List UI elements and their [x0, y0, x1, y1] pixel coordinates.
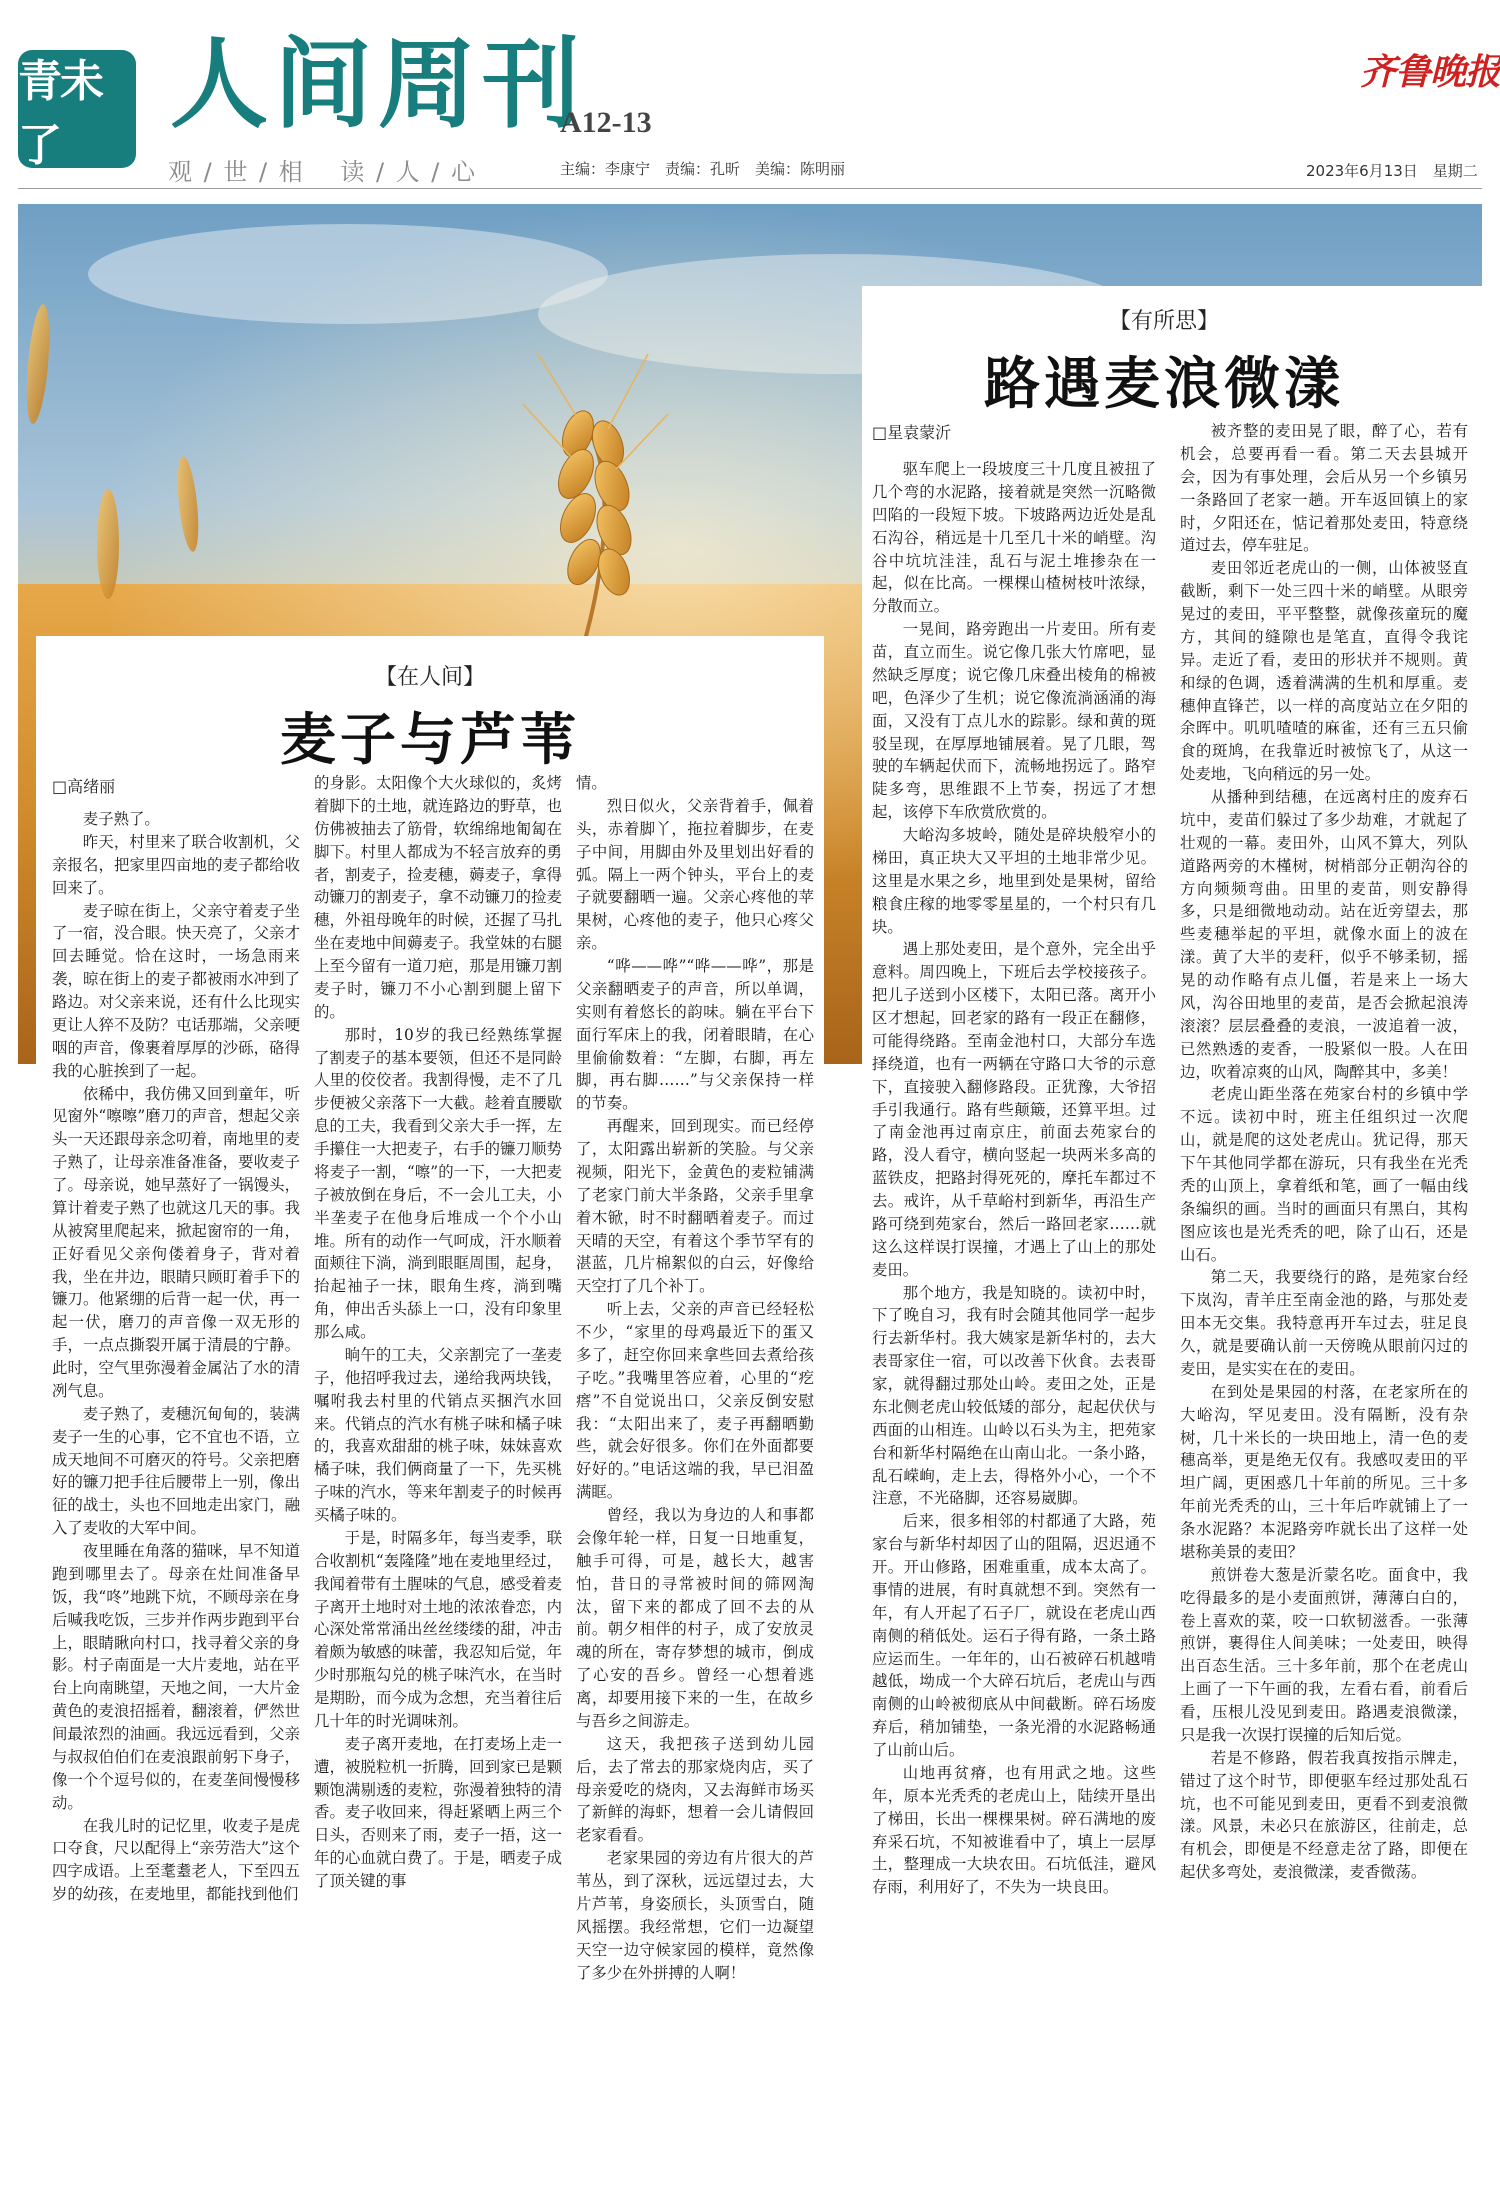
paragraph: 麦子离开麦地，在打麦场上走一遭，被脱粒机一折腾，回到家已是颗颗饱满剔透的麦粒，弥漫着独特的清香。麦子收回来，得赶紧晒上两三个日头，否则来了雨，麦子一捂，这一年的心血就白费了。于是，晒麦子成了顶关键的事 — [314, 1734, 562, 1890]
paragraph: 于是，时隔多年，每当麦季，联合收割机“轰隆隆”地在麦地里经过，我闻着带有土腥味的气息，感受着麦子离开土地时对土地的浓浓眷恋，内心深处常常涌出丝丝缕缕的甜，冲击着颇为敏感的味蕾，我忍知后觉，年少时那瓶勾兑的桃子味汽水，在当时是期盼，而今成为念想，充当着往后几十年的时光调味剂。 — [314, 1528, 562, 1730]
paragraph: 麦田邻近老虎山的一侧，山体被竖直截断，剩下一处三四十米的峭壁。从眼旁晃过的麦田，平平整整，就像孩童玩的魔方，其间的缝隙也是笔直，直得令我诧异。走近了看，麦田的形状并不规则。黄和绿的色调，透着满满的生机和厚重。麦穗伸直锋芒，以一样的高度站立在夕阳的余晖中。叽叽喳喳的麻雀，还有三五只偷食的斑鸠，在我靠近时被惊飞了，从这一处麦地，飞向稍远的另一处。 — [1180, 559, 1468, 784]
newspaper-logo: 齐鲁晚报 — [1360, 51, 1500, 93]
column-label: 【有所思】 — [1108, 309, 1219, 334]
paragraph: 在到处是果园的村落，在老家所在的大峪沟，罕见麦田。没有隔断，没有杂树，几十米长的一块田地上，清一色的麦穗高举，更是绝无仅有。我感叹麦田的平坦广阔，更困惑几十年前的所见。三十多年前光秃秃的山，三十年后咋就铺上了一条水泥路？本泥路旁咋就长出了这样一处堪称美景的麦田？ — [1180, 1382, 1468, 1561]
paragraph: 驱车爬上一段坡度三十几度且被扭了几个弯的水泥路，接着就是突然一沉略微凹陷的一段短下坡。下坡路两边近处是乱石沟谷，稍远是十几至几十米的峭壁。沟谷中坑坑洼洼，乱石与泥土堆掺杂在一起，似在比高。一棵棵山楂树枝叶浓绿，分散而立。 — [872, 460, 1156, 616]
paragraph: 老家果园的旁边有片很大的芦苇丛，到了深秋，远远望过去，大片芦苇，身姿颀长，头顶雪白，随风摇摆。我经常想，它们一边凝望天空一边守候家园的模样，竟然像了多少在外拼搏的人啊！ — [576, 1849, 814, 1982]
paragraph: 遇上那处麦田，是个意外，完全出乎意料。周四晚上，下班后去学校接孩子。把儿子送到小区楼下，太阳已落。离开小区才想起，回老家的路有一段正在翻修，可能得绕路。至南金池村口，大部分车选择绕道，也有一两辆在守路口大爷的示意下，直接驶入翻修路段。正犹豫，大爷招手引我通行。路有些颠簸，还算平坦。过了南金池再过南京庄，前面去苑家台的路，没人看守，横向竖起一块两米多高的蓝铁皮，把路封得死死的，摩托车都过不去。戒许，从千草峪村到新华，再沿生产路可绕到苑家台，然后一路回老家……就这么这样误打误撞，才遇上了山上的那处麦田。 — [872, 940, 1156, 1279]
article-author: □星袁蒙沂 — [872, 423, 952, 442]
paragraph: 昨天，村里来了联合收割机，父亲报名，把家里四亩地的麦子都给收回来了。 — [52, 832, 300, 897]
paragraph: 这天，我把孩子送到幼儿园后，去了常去的那家烧肉店，买了母亲爱吃的烧肉，又去海鲜市场买了新鲜的海虾，想着一会儿请假回老家看看。 — [576, 1734, 814, 1845]
article-column-3 — [576, 772, 814, 2176]
paragraph: 被齐整的麦田晃了眼，醉了心，若有机会，总要再看一看。第二天去县城开会，因为有事处理，会后从另一个乡镇另一条路回了老家一趟。开车返回镇上的家时，夕阳还在，惦记着那处麦田，特意绕道过去，停车驻足。 — [1180, 422, 1468, 555]
paragraph: 老虎山距坐落在苑家台村的乡镇中学不远。读初中时，班主任组织过一次爬山，就是爬的这处老虎山。犹记得，那天下午其他同学都在游玩，只有我坐在光秃秃的山顶上，拿着纸和笔，画了一幅由线条编织的画。当时的画面只有黑白，其构图应该也是光秃秃的吧，除了山石，还是山石。 — [1180, 1085, 1468, 1264]
paragraph: 麦子熟了，麦穗沉甸甸的，装满麦子一生的心事，它不宜也不语，立成天地间不可磨灭的符号。父亲把磨好的镰刀把手往后腰带上一别，像出征的战士，头也不回地走出家门，融入了麦收的大军中间。 — [52, 1404, 300, 1538]
paragraph: 若是不修路，假若我真按指示牌走，错过了这个时节，即便驱车经过那处乱石坑，也不可能见到麦田，更看不到麦浪微漾。风景，未必只在旅游区，往前走，总有机会，即便是不经意走岔了路，即便在起伏多弯处，麦浪微漾，麦香微荡。 — [1180, 1748, 1468, 1882]
paragraph: “哗——哗”“哗——哗”，那是父亲翻晒麦子的声音，所以单调，实则有着悠长的韵味。躺在平台下面行军床上的我，闭着眼睛，在心里偷偷数着：“左脚，右脚，再左脚，再右脚……”与父亲保持一样的节奏。 — [576, 957, 814, 1113]
paragraph: 后来，很多相邻的村都通了大路，苑家台与新华村却因了山的阻隔，迟迟通不开。开山修路，困难重重，成本太高了。事情的进展，有时真就想不到。突然有一年，有人开起了石子厂，就设在老虎山西南侧的稍低处。运石子得有路，一条土路应运而生。一年年的，山石被碎石机越啃越低，坳成一个大碎石坑后，老虎山与西南侧的山岭被彻底从中间截断。碎石场废弃后，稍加铺垫，一条光滑的水泥路畅通了山前山后。 — [872, 1512, 1156, 1759]
article-author: □高绪丽 — [52, 777, 116, 796]
editor-credits: 主编：李康宁 责编：孔昕 美编：陈明丽 — [560, 160, 846, 178]
paragraph: 麦子熟了。 — [82, 810, 160, 828]
page-title: 人间周刊 — [170, 27, 587, 142]
paragraph: 再醒来，回到现实。而已经停了，太阳露出崭新的笑脸。与父亲视频，阳光下，金黄色的麦粒铺满了老家门前大半条路，父亲手里拿着木锨，时不时翻晒着麦子。而过天晴的天空，有着这个季节罕有的湛蓝，几片棉絮似的白云，好像给天空打了几个补丁。 — [576, 1117, 814, 1296]
paragraph: 曾经，我以为身边的人和事都会像年轮一样，日复一日地重复，触手可得，可是，越长大，越害怕，昔日的寻常被时间的筛网淘汰，留下来的都成了回不去的从前。朝夕相伴的村子，成了安放灵魂的所在，寄存梦想的城市，倒成了心安的吾乡。曾经一心想着逃离，却要用接下来的一生，在故乡与吾乡之间游走。 — [576, 1506, 814, 1730]
column-label: 【在人间】 — [374, 665, 485, 690]
paragraph: 情。 — [576, 774, 607, 792]
paragraph: 从播种到结穗，在远离村庄的废弃石坑中，麦苗们躲过了多少劫难，才就起了壮观的一幕。麦田外，山风不算大，列队道路两旁的木槿树，树梢部分正朝沟谷的方向频频弯曲。田里的麦苗，则安静得多，只是细微地动动。站在近旁望去，那些麦穗举起的平坦，就像水面上的波在漾。黄了大半的麦秆，似乎不够柔韧，摇晃的动作略有点儿僵，若是来上一场大风，沟谷田地里的麦苗，是否会掀起浪涛滚滚？层层叠叠的麦浪，一波追着一波，已然熟透的麦香，一股紧似一股。人在田边，吹着凉爽的山风，陶醉其中，多美！ — [1180, 788, 1468, 1081]
paragraph: 那个地方，我是知晓的。读初中时，下了晚自习，我有时会随其他同学一起步行去新华村。我大姨家是新华村的，去大表哥家住一宿，可以改善下伙食。去表哥家，就得翻过那处山岭。麦田之处，正是东北侧老虎山较低矮的部分，起起伏伏与西面的山相连。山岭以石头为主，把苑家台和新华村隔绝在山南山北。一条小路，乱石嵘峋，走上去，得格外小心，一个不注意，不光硌脚，还容易崴脚。 — [872, 1283, 1156, 1508]
paragraph: 依稀中，我仿佛又回到童年，听见窗外“嚓嚓”磨刀的声音，想起父亲头一天还跟母亲念叨着，南地里的麦子熟了，让母亲准备准备，要收麦子了。母亲说，她早蒸好了一锅馒头，算计着麦子熟了也就这几天的事。我从被窝里爬起来，掀起窗帘的一角，正好看见父亲佝偻着身子，背对着我，坐在井边，眼睛只顾盯着手下的镰刀。他紧绷的后背一起一伏，再一起一伏，磨刀的声音像一双无形的手，一点点撕裂开属于清晨的宁静。此时，空气里弥漫着金属沾了水的清冽气息。 — [52, 1084, 300, 1400]
paragraph: 烈日似火，父亲背着手，佩着头，赤着脚丫，拖拉着脚步，在麦子中间，用脚由外及里划出好看的弧。隔上一两个钟头，平台上的麦子就要翻晒一遍。父亲心疼他的苹果树，心疼他的麦子，他只心疼父亲。 — [576, 796, 814, 953]
paragraph: 晌午的工夫，父亲割完了一垄麦子，他招呼我过去，递给我两块钱，嘱咐我去村里的代销点买捆汽水回来。代销点的汽水有桃子味和橘子味的，我喜欢甜甜的桃子味，妹妹喜欢橘子味，我们俩商量了一下，先买桃子味的汽水，等来年割麦子的时候再买橘子味的。 — [314, 1345, 562, 1524]
paragraph: 那时，10岁的我已经熟练掌握了割麦子的基本要领，但还不是同龄人里的佼佼者。我割得慢，走不了几步便被父亲落下一大截。趁着直腰歇息的工夫，我看到父亲大手一挥，左手攥住一大把麦子，右手的镰刀顺势将麦子一割，“嚓”的一下，一大把麦子被放倒在身后，不一会儿工夫，小半垄麦子在他身后堆成一个个小山堆。所有的动作一气呵成，汗水顺着面颊往下淌，淌到眼眶周围，起身，抬起袖子一抹，眼角生疼，淌到嘴角，伸出舌头舔上一口，没有印象里那么咸。 — [314, 1025, 562, 1341]
article-column-1 — [52, 808, 300, 2176]
paragraph: 山地再贫瘠，也有用武之地。这些年，原本光秃秃的老虎山上，陆续开垦出了梯田，长出一棵棵果树。碎石满地的废弃采石坑，不知被谁看中了，填上一层厚土，整理成一大块农田。石坑低洼，避风存雨，利用好了，不失为一块良田。 — [872, 1763, 1156, 1897]
article-column-2 — [314, 772, 562, 2176]
page-number: A12-13 — [560, 106, 652, 139]
paragraph: 大峪沟多坡岭，随处是碎块般窄小的梯田，真正块大又平坦的土地非常少见。这里是水果之乡，地里到处是果树，留给粮食庄稼的地零零星星的，一个村只有几块。 — [872, 826, 1156, 936]
brand-logo-text: 青未了 — [18, 56, 102, 171]
article-headline: 麦子与芦苇 — [280, 707, 580, 773]
issue-date: 2023年6月13日 星期二 — [1306, 162, 1478, 180]
tagline: 观 / 世 / 相 读 / 人 / 心 — [168, 158, 478, 186]
article-left — [36, 636, 824, 2202]
paragraph: 的身影。太阳像个大火球似的，炙烤着脚下的土地，就连路边的野草，也仿佛被抽去了筋骨，软绵绵地匍匐在脚下。村里人都成为不轻言放弃的勇者，割麦子，捡麦穗，薅麦子，拿得动镰刀的割麦子，拿不动镰刀的捡麦穗，外祖母晚年的时候，还握了马扎坐在麦地中间薅麦子。我堂妹的右腿上至今留有一道刀疤，那是用镰刀割麦子时，镰刀不小心割到腿上留下的。 — [314, 774, 562, 1021]
paragraph: 麦子晾在街上，父亲守着麦子坐了一宿，没合眼。快天亮了，父亲才回去睡觉。恰在这时，一场急雨来袭，晾在街上的麦子都被雨水冲到了路边。对父亲来说，还有什么比现实更让人猝不及防？屯话那端，父亲哽咽的声音，像裹着厚厚的沙砾，硌得我的心脏挨到了一起。 — [52, 901, 300, 1080]
article-headline: 路遇麦浪微漾 — [984, 351, 1344, 417]
paragraph: 在我儿时的记忆里，收麦子是虎口夺食，尺以配得上“亲劳浩大”这个四字成语。上至耄耋老人，下至四五岁的幼孩，在麦地里，都能找到他们 — [52, 1816, 300, 1904]
article-column-2 — [1180, 420, 1468, 2178]
article-right — [862, 286, 1482, 2202]
paragraph: 夜里睡在角落的猫咪，早不知道跑到哪里去了。母亲在灶间准备早饭，我“咚”地跳下炕，不顾母亲在身后喊我吃饭，三步并作两步跑到平台上，眼睛瞅向村口，找寻着父亲的身影。村子南面是一大片麦地，站在平台上向南眺望，天地之间，一大片金黄色的麦浪招摇着，翻滚着，俨然世间最浓烈的油画。我远远看到，父亲与叔叔伯伯们在麦浪跟前躬下身子，像一个个逗号似的，在麦垄间慢慢移动。 — [52, 1542, 300, 1812]
article-column-1 — [872, 458, 1156, 2178]
paragraph: 一晃间，路旁跑出一片麦田。所有麦苗，直立而生。说它像几张大竹席吧，显然缺乏厚度；说它像几床叠出棱角的棉被吧，色泽少了生机；说它像流淌涵涌的海面，又没有丁点儿水的踪影。绿和黄的斑驳呈现，在厚厚地铺展着。晃了几眼，驾驶的车辆起伏而下，流畅地拐远了。路窄陡多弯，思维跟不上节奏，拐远了才想起，该停下车欣赏欣赏的。 — [872, 620, 1156, 822]
header-divider — [18, 188, 1482, 189]
brand-logo — [18, 50, 136, 171]
paragraph: 听上去，父亲的声音已经轻松不少，“家里的母鸡最近下的蛋又多了，赶空你回来拿些回去煮给孩子吃。”我嘴里答应着，心里的“疙瘩”不自觉说出口，父亲反倒安慰我：“太阳出来了，麦子再翻晒勤些，就会好很多。你们在外面都要好好的。”电话这端的我，早已泪盈满眶。 — [576, 1300, 814, 1502]
paragraph: 煎饼卷大葱是沂蒙名吃。面食中，我吃得最多的是小麦面煎饼，薄薄白白的，卷上喜欢的菜，咬一口软韧滋香。一张薄煎饼，裹得住人间美味；一处麦田，映得出百态生活。三十多年前，那个在老虎山上画了一下午画的我，左看右看，前看后看，压根儿没见到麦田。路遇麦浪微漾，只是我一次误打误撞的后知后觉。 — [1180, 1565, 1468, 1744]
paragraph: 第二天，我要绕行的路，是苑家台经下岚沟，青羊庄至南金池的路，与那处麦田本无交集。我特意再开车过去，驻足良久，就是要确认前一天傍晚从眼前闪过的麦田，是实实在在的麦田。 — [1180, 1268, 1468, 1378]
